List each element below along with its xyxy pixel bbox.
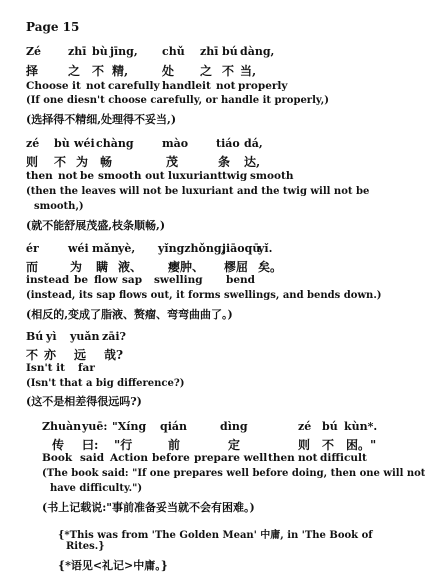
hanzi-char: 处 xyxy=(162,64,175,78)
hanzi-char: 瞒 xyxy=(96,260,109,274)
gloss-word: then xyxy=(268,452,295,464)
gloss-word: be xyxy=(74,274,89,286)
chinese-translation: (这不是相差得很远吗?) xyxy=(26,395,142,408)
hanzi-char: 曰: xyxy=(82,438,99,452)
pinyin-word: yǐngzhǒng, xyxy=(158,242,226,255)
pinyin-word: tiáo xyxy=(216,137,240,150)
hanzi-char: 瘿肿、 xyxy=(168,260,205,274)
hanzi-char: 樛屈 xyxy=(224,260,249,274)
hanzi-char: 矣。 xyxy=(258,260,283,274)
gloss-word: luxuriant xyxy=(168,170,223,182)
pinyin-word: kùn*. xyxy=(344,420,378,433)
pinyin-word: Bú xyxy=(26,330,44,343)
hanzi-char: 远 xyxy=(74,348,87,362)
pinyin-word: zhī xyxy=(68,45,87,58)
english-translation: (Isn't that a big difference?) xyxy=(26,378,185,389)
gloss-word: not xyxy=(216,80,236,92)
hanzi-char: 择 xyxy=(26,64,39,78)
pinyin-word: yǐ. xyxy=(258,242,273,255)
hanzi-char: 亦 xyxy=(44,348,57,362)
pinyin-word: ér xyxy=(26,242,39,255)
gloss-word: not xyxy=(86,80,106,92)
pinyin-word: Zé xyxy=(26,45,42,58)
gloss-word: properly xyxy=(238,80,288,92)
english-translation: (If one diesn't choose carefully, or handle it properly,) xyxy=(26,95,329,106)
hanzi-char: 则 xyxy=(26,155,39,169)
hanzi-char: 液、 xyxy=(118,260,143,274)
hanzi-char: 畅 xyxy=(100,155,113,169)
pinyin-word: zāi? xyxy=(102,330,126,343)
gloss-word: said xyxy=(80,452,105,464)
english-translation-continued: smooth,) xyxy=(34,201,84,212)
pinyin-word: yuē: xyxy=(82,420,108,433)
pinyin-word: zé xyxy=(298,420,312,433)
chinese-translation: (书上记载说:"事前准备妥当就不会有困难。) xyxy=(42,501,255,514)
gloss-word: Isn't it xyxy=(26,362,66,374)
footnote-chinese: {*语见<礼记>中庸。} xyxy=(58,559,168,572)
gloss-word: carefully xyxy=(108,80,160,92)
gloss-word: difficult xyxy=(320,452,367,464)
gloss-word: it xyxy=(72,80,81,92)
gloss-word: bend xyxy=(226,274,255,286)
pinyin-word: wéi xyxy=(74,137,95,150)
hanzi-char: 定 xyxy=(228,438,241,452)
english-translation: (then the leaves will not be luxuriant and the twig will not be xyxy=(26,186,370,197)
pinyin-word: yè, xyxy=(118,242,136,255)
pinyin-word: jiāoqū xyxy=(222,242,261,255)
hanzi-char: 之 xyxy=(200,64,213,78)
hanzi-char: 不 xyxy=(92,64,105,78)
gloss-word: flow xyxy=(94,274,118,286)
hanzi-char: 则 xyxy=(298,438,311,452)
hanzi-char: 为 xyxy=(76,155,89,169)
gloss-word: before xyxy=(152,452,190,464)
chinese-translation: (就不能舒展茂盛,枝条顺畅,) xyxy=(26,219,166,232)
pinyin-word: bù xyxy=(54,137,70,150)
gloss-word: sap xyxy=(122,274,143,286)
pinyin-word: bú xyxy=(222,45,238,58)
chinese-translation: (相反的,变成了脂液、赘瘤、弯弯曲曲了。) xyxy=(26,308,233,321)
pinyin-word: yì xyxy=(46,330,57,343)
gloss-word: prepare well xyxy=(194,452,268,464)
hanzi-char: 传 xyxy=(52,438,65,452)
hanzi-char: "行 xyxy=(114,438,133,452)
gloss-word: not xyxy=(298,452,318,464)
hanzi-char: 茂 xyxy=(166,155,179,169)
hanzi-char: 困。" xyxy=(346,438,377,452)
hanzi-char: 之 xyxy=(68,64,81,78)
gloss-word: instead xyxy=(26,274,70,286)
gloss-word: then xyxy=(26,170,53,182)
hanzi-char: 不 xyxy=(322,438,335,452)
pinyin-word: bú xyxy=(322,420,338,433)
gloss-word: smooth xyxy=(250,170,294,182)
pinyin-word: chǔ xyxy=(162,45,185,58)
hanzi-char: 为 xyxy=(70,260,83,274)
pinyin-word: wéi xyxy=(68,242,89,255)
pinyin-word: zé xyxy=(26,137,40,150)
pinyin-word: qián xyxy=(160,420,187,433)
gloss-word: handle xyxy=(162,80,203,92)
chinese-translation: (选择得不精细,处理得不妥当,) xyxy=(26,113,177,126)
gloss-word: twig xyxy=(222,170,248,182)
hanzi-char: 达, xyxy=(244,155,261,169)
hanzi-char: 精, xyxy=(112,64,129,78)
hanzi-char: 不 xyxy=(54,155,67,169)
gloss-word: Book xyxy=(42,452,73,464)
footnote-english: {*This was from 'The Golden Mean' 中庸, in 'The Book of xyxy=(58,530,373,541)
pinyin-word: bù xyxy=(92,45,108,58)
footnote-english-continued: Rites.} xyxy=(66,541,105,552)
pinyin-word: dìng xyxy=(220,420,248,433)
gloss-word: Action xyxy=(110,452,149,464)
english-translation-continued: have difficulty.") xyxy=(50,483,143,494)
gloss-word: Choose xyxy=(26,80,69,92)
hanzi-char: 不 xyxy=(222,64,235,78)
page-title: Page 15 xyxy=(26,20,80,34)
gloss-word: be xyxy=(80,170,95,182)
english-translation: (instead, its sap flows out, it forms swellings, and bends down.) xyxy=(26,290,382,301)
pinyin-word: mào xyxy=(162,137,189,150)
pinyin-word: zhī xyxy=(200,45,219,58)
gloss-word: it xyxy=(202,80,211,92)
gloss-word: swelling xyxy=(154,274,203,286)
pinyin-word: mǎn xyxy=(92,242,119,255)
hanzi-char: 哉? xyxy=(104,348,124,362)
pinyin-word: chàng xyxy=(96,137,134,150)
pinyin-word: jīng, xyxy=(110,45,138,58)
pinyin-word: yuǎn xyxy=(70,330,100,343)
pinyin-word: dá, xyxy=(244,137,263,150)
pinyin-word: "Xíng xyxy=(112,420,147,433)
english-translation: (The book said: "If one prepares well before doing, then one will not xyxy=(42,468,425,479)
pinyin-word: Zhuàn xyxy=(42,420,82,433)
gloss-word: smooth out xyxy=(98,170,165,182)
gloss-word: not xyxy=(58,170,78,182)
hanzi-char: 条 xyxy=(218,155,231,169)
hanzi-char: 当, xyxy=(240,64,257,78)
hanzi-char: 前 xyxy=(168,438,181,452)
hanzi-char: 不 xyxy=(26,348,39,362)
pinyin-word: dàng, xyxy=(240,45,275,58)
gloss-word: far xyxy=(78,362,95,374)
hanzi-char: 而 xyxy=(26,260,39,274)
